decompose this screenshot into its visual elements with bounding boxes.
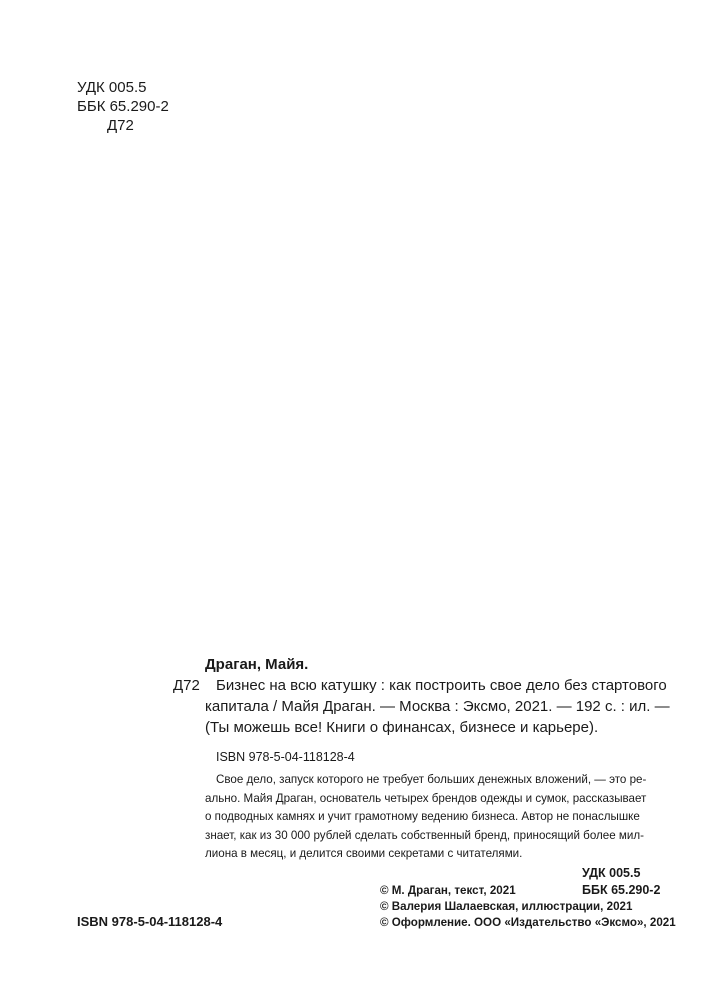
annotation-line: Свое дело, запуск которого не требует больших денежных вложений, — это ре-	[216, 773, 647, 786]
copyright-line: © М. Драган, текст, 2021	[380, 884, 516, 897]
record-udk: УДК 005.5	[582, 866, 641, 880]
bbk-code: ББК 65.290-2	[77, 98, 169, 115]
copyright-line: © Оформление. ООО «Издательство «Эксмо», 2021	[380, 916, 676, 929]
annotation-line: лиона в месяц, и делится своими секретами с читателями.	[205, 847, 523, 860]
record-isbn: ISBN 978-5-04-118128-4	[216, 750, 355, 764]
title-line: Бизнес на всю катушку : как построить свое дело без стартового	[216, 677, 667, 694]
title-line: капитала / Майя Драган. — Москва : Эксмо, 2021. — 192 с. : ил. —	[205, 698, 670, 715]
udk-code: УДК 005.5	[77, 79, 147, 96]
record-bbk: ББК 65.290-2	[582, 883, 661, 897]
annotation-line: о подводных камнях и учит грамотному ведению бизнеса. Автор не понаслышке	[205, 810, 640, 823]
author-mark: Д72	[107, 117, 134, 134]
copyright-line: © Валерия Шалаевская, иллюстрации, 2021	[380, 900, 633, 913]
title-line: (Ты можешь все! Книги о финансах, бизнесе и карьере).	[205, 719, 599, 736]
annotation-line: знает, как из 30 000 рублей сделать собственный бренд, приносящий более мил-	[205, 828, 644, 842]
record-author-mark: Д72	[173, 677, 200, 694]
author-heading: Драган, Майя.	[205, 656, 309, 673]
annotation-line: ально. Майя Драган, основатель четырех брендов одежды и сумок, рассказывает	[205, 791, 647, 805]
footer-isbn: ISBN 978-5-04-118128-4	[77, 914, 223, 929]
